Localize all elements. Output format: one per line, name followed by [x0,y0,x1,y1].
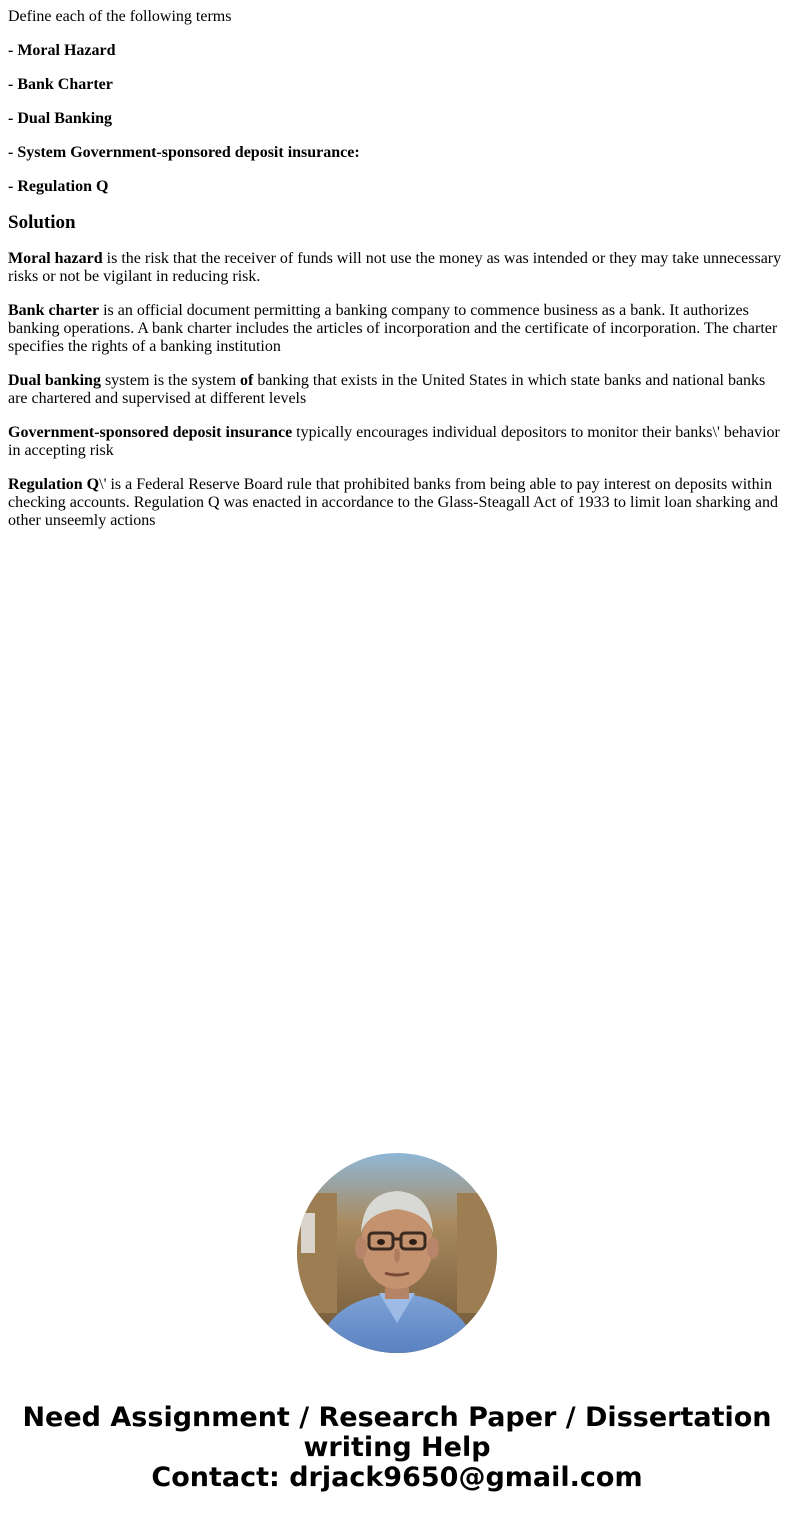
definition-text: banking that exists in the United States in which state banks and national banks are chartered and supervised at different levels [8,372,766,407]
term-regulation-q: - Regulation Q [8,178,109,195]
question-prompt: Define each of the following terms [8,8,232,25]
promo-line-2: writing Help [303,1432,491,1463]
definition-term: Bank charter [8,302,100,319]
definition-term: Regulation Q [8,476,100,493]
document-body [8,8,786,546]
definition-text: is an official document permitting a banking company to commence business as a bank. It authorizes banking operations. A bank charter includes the articles of incorporation and the certificate of incorporation. The charter specifies the rights of a banking institution [8,302,778,355]
definition-moral-hazard [8,250,786,286]
promo-banner [0,1403,794,1493]
definition-term: Dual banking [8,372,101,389]
definition-bold-word: of [240,372,254,389]
definition-term: Moral hazard [8,250,103,267]
definition-bank-charter [8,302,786,356]
definition-dual-banking [8,372,786,408]
definition-text: system is the system [100,372,241,389]
promo-line-1: Need Assignment / Research Paper / Dissertation [22,1402,772,1433]
author-avatar [297,1153,497,1353]
definition-text: typically encourages individual depositors to monitor their banks\' behavior in accepting risk [8,424,780,459]
definition-regulation-q [8,476,786,530]
definition-text: is the risk that the receiver of funds will not use the money as was intended or they may take unnecessary risks or not be vigilant in reducing risk. [8,250,782,285]
person-portrait-icon [297,1153,497,1353]
term-bank-charter: - Bank Charter [8,76,113,93]
term-dual-banking: - Dual Banking [8,110,113,127]
solution-heading: Solution [8,212,76,233]
definition-term: Government-sponsored deposit insurance [8,424,293,441]
definition-deposit-insurance [8,424,786,460]
term-deposit-insurance: - System Government-sponsored deposit insurance: [8,144,360,161]
definition-text: \' is a Federal Reserve Board rule that prohibited banks from being able to pay interest on deposits within checking accounts. Regulation Q was enacted in accordance to the Glass-Steagall Act of 1933 to limit loan sharking and other unseemly actions [8,476,778,529]
term-moral-hazard: - Moral Hazard [8,42,116,59]
promo-contact-line: Contact: drjack9650@gmail.com [151,1462,643,1493]
